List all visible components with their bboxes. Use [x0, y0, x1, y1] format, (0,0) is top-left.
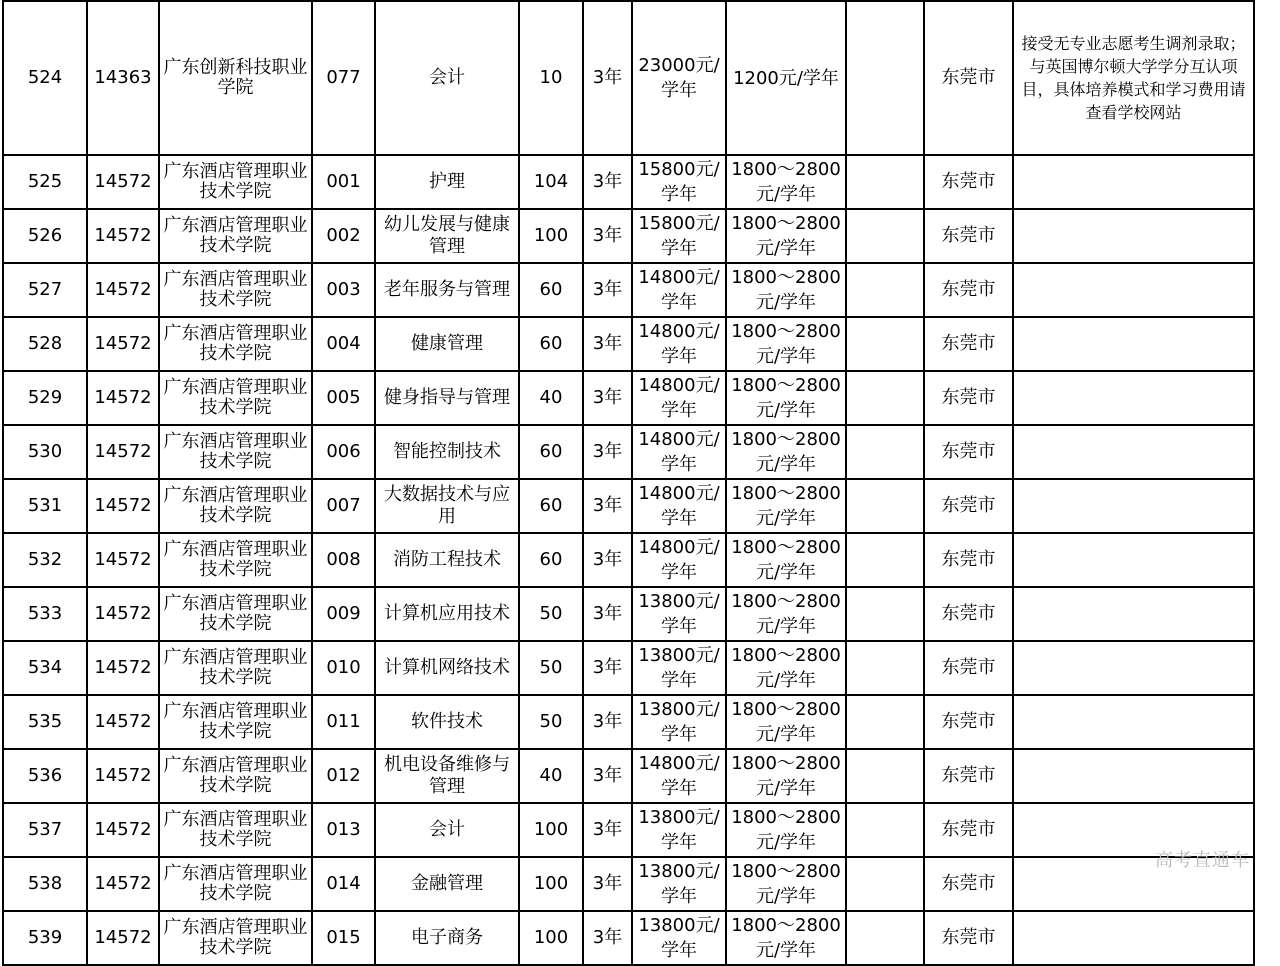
tuition-cell: 14800元/学年 — [632, 425, 726, 479]
tuition-cell: 14800元/学年 — [632, 371, 726, 425]
notes-cell — [1013, 317, 1254, 371]
notes-cell — [1013, 425, 1254, 479]
blank-cell — [846, 695, 924, 749]
blank-cell — [846, 425, 924, 479]
admissions-table — [2, 0, 1255, 966]
location-cell: 东莞市 — [924, 857, 1013, 911]
school-cell: 广东酒店管理职业技术学院 — [159, 911, 312, 965]
notes-cell — [1013, 155, 1254, 209]
duration-cell: 3年 — [583, 857, 632, 911]
blank-cell — [846, 479, 924, 533]
school-cell: 广东酒店管理职业技术学院 — [159, 641, 312, 695]
location-cell: 东莞市 — [924, 425, 1013, 479]
duration-cell: 3年 — [583, 209, 632, 263]
table-row — [3, 587, 1254, 641]
lodging-cell: 1800～2800元/学年 — [726, 911, 846, 965]
location-cell: 东莞市 — [924, 641, 1013, 695]
table-row — [3, 371, 1254, 425]
school-code-cell: 14572 — [87, 209, 159, 263]
school-code-cell: 14572 — [87, 749, 159, 803]
table-row — [3, 209, 1254, 263]
quota-cell: 10 — [519, 1, 583, 155]
blank-cell — [846, 911, 924, 965]
notes-cell: 接受无专业志愿考生调剂录取；与英国博尔顿大学学分互认项目，具体培养模式和学习费用请查看学校网站 — [1013, 1, 1254, 155]
tuition-cell: 14800元/学年 — [632, 479, 726, 533]
table-row — [3, 155, 1254, 209]
location-cell: 东莞市 — [924, 479, 1013, 533]
duration-cell: 3年 — [583, 1, 632, 155]
major-code-cell: 014 — [312, 857, 375, 911]
school-code-cell: 14572 — [87, 317, 159, 371]
quota-cell: 60 — [519, 533, 583, 587]
table-row — [3, 479, 1254, 533]
school-cell: 广东酒店管理职业技术学院 — [159, 155, 312, 209]
duration-cell: 3年 — [583, 641, 632, 695]
major-code-cell: 003 — [312, 263, 375, 317]
notes-cell — [1013, 587, 1254, 641]
quota-cell: 104 — [519, 155, 583, 209]
location-cell: 东莞市 — [924, 587, 1013, 641]
tuition-cell: 13800元/学年 — [632, 695, 726, 749]
major-cell: 消防工程技术 — [375, 533, 519, 587]
major-cell: 电子商务 — [375, 911, 519, 965]
quota-cell: 100 — [519, 857, 583, 911]
notes-cell — [1013, 263, 1254, 317]
seq-cell: 528 — [3, 317, 87, 371]
quota-cell: 100 — [519, 209, 583, 263]
duration-cell: 3年 — [583, 587, 632, 641]
table-body — [3, 1, 1254, 965]
school-cell: 广东酒店管理职业技术学院 — [159, 479, 312, 533]
quota-cell: 60 — [519, 263, 583, 317]
school-cell: 广东创新科技职业学院 — [159, 1, 312, 155]
seq-cell: 534 — [3, 641, 87, 695]
table-row — [3, 317, 1254, 371]
seq-cell: 533 — [3, 587, 87, 641]
notes-cell — [1013, 209, 1254, 263]
location-cell: 东莞市 — [924, 803, 1013, 857]
lodging-cell: 1800～2800元/学年 — [726, 317, 846, 371]
seq-cell: 539 — [3, 911, 87, 965]
blank-cell — [846, 587, 924, 641]
school-code-cell: 14572 — [87, 155, 159, 209]
school-code-cell: 14572 — [87, 695, 159, 749]
tuition-cell: 14800元/学年 — [632, 317, 726, 371]
school-cell: 广东酒店管理职业技术学院 — [159, 803, 312, 857]
major-cell: 会计 — [375, 1, 519, 155]
notes-cell — [1013, 479, 1254, 533]
table-row — [3, 695, 1254, 749]
duration-cell: 3年 — [583, 533, 632, 587]
seq-cell: 535 — [3, 695, 87, 749]
blank-cell — [846, 209, 924, 263]
lodging-cell: 1800～2800元/学年 — [726, 263, 846, 317]
duration-cell: 3年 — [583, 317, 632, 371]
blank-cell — [846, 155, 924, 209]
major-code-cell: 007 — [312, 479, 375, 533]
notes-cell — [1013, 371, 1254, 425]
seq-cell: 526 — [3, 209, 87, 263]
seq-cell: 524 — [3, 1, 87, 155]
seq-cell: 530 — [3, 425, 87, 479]
tuition-cell: 13800元/学年 — [632, 803, 726, 857]
location-cell: 东莞市 — [924, 533, 1013, 587]
school-code-cell: 14572 — [87, 803, 159, 857]
quota-cell: 100 — [519, 803, 583, 857]
major-code-cell: 077 — [312, 1, 375, 155]
school-cell: 广东酒店管理职业技术学院 — [159, 371, 312, 425]
lodging-cell: 1800～2800元/学年 — [726, 209, 846, 263]
school-cell: 广东酒店管理职业技术学院 — [159, 209, 312, 263]
tuition-cell: 13800元/学年 — [632, 911, 726, 965]
quota-cell: 60 — [519, 317, 583, 371]
location-cell: 东莞市 — [924, 371, 1013, 425]
lodging-cell: 1800～2800元/学年 — [726, 155, 846, 209]
notes-cell — [1013, 749, 1254, 803]
school-code-cell: 14572 — [87, 371, 159, 425]
school-cell: 广东酒店管理职业技术学院 — [159, 749, 312, 803]
lodging-cell: 1800～2800元/学年 — [726, 371, 846, 425]
duration-cell: 3年 — [583, 425, 632, 479]
tuition-cell: 14800元/学年 — [632, 533, 726, 587]
major-cell: 老年服务与管理 — [375, 263, 519, 317]
major-cell: 计算机网络技术 — [375, 641, 519, 695]
table-row — [3, 1, 1254, 155]
watermark-text: 高考直通车 — [1155, 850, 1250, 871]
major-cell: 会计 — [375, 803, 519, 857]
location-cell: 东莞市 — [924, 263, 1013, 317]
notes-cell — [1013, 911, 1254, 965]
duration-cell: 3年 — [583, 479, 632, 533]
blank-cell — [846, 533, 924, 587]
location-cell: 东莞市 — [924, 317, 1013, 371]
blank-cell — [846, 1, 924, 155]
notes-cell — [1013, 641, 1254, 695]
major-code-cell: 015 — [312, 911, 375, 965]
table-row — [3, 533, 1254, 587]
lodging-cell: 1800～2800元/学年 — [726, 533, 846, 587]
lodging-cell: 1800～2800元/学年 — [726, 479, 846, 533]
tuition-cell: 15800元/学年 — [632, 155, 726, 209]
blank-cell — [846, 263, 924, 317]
major-code-cell: 005 — [312, 371, 375, 425]
school-code-cell: 14572 — [87, 263, 159, 317]
school-cell: 广东酒店管理职业技术学院 — [159, 425, 312, 479]
quota-cell: 50 — [519, 587, 583, 641]
school-cell: 广东酒店管理职业技术学院 — [159, 317, 312, 371]
tuition-cell: 14800元/学年 — [632, 263, 726, 317]
school-code-cell: 14572 — [87, 857, 159, 911]
seq-cell: 536 — [3, 749, 87, 803]
duration-cell: 3年 — [583, 371, 632, 425]
tuition-cell: 23000元/学年 — [632, 1, 726, 155]
quota-cell: 100 — [519, 911, 583, 965]
notes-cell — [1013, 695, 1254, 749]
lodging-cell: 1800～2800元/学年 — [726, 641, 846, 695]
major-cell: 护理 — [375, 155, 519, 209]
school-cell: 广东酒店管理职业技术学院 — [159, 263, 312, 317]
major-cell: 机电设备维修与管理 — [375, 749, 519, 803]
lodging-cell: 1800～2800元/学年 — [726, 857, 846, 911]
school-cell: 广东酒店管理职业技术学院 — [159, 587, 312, 641]
school-code-cell: 14572 — [87, 641, 159, 695]
school-code-cell: 14572 — [87, 425, 159, 479]
major-code-cell: 011 — [312, 695, 375, 749]
major-code-cell: 013 — [312, 803, 375, 857]
seq-cell: 529 — [3, 371, 87, 425]
duration-cell: 3年 — [583, 803, 632, 857]
major-cell: 软件技术 — [375, 695, 519, 749]
major-code-cell: 004 — [312, 317, 375, 371]
tuition-cell: 13800元/学年 — [632, 587, 726, 641]
quota-cell: 60 — [519, 425, 583, 479]
table-row — [3, 803, 1254, 857]
duration-cell: 3年 — [583, 695, 632, 749]
location-cell: 东莞市 — [924, 1, 1013, 155]
blank-cell — [846, 857, 924, 911]
location-cell: 东莞市 — [924, 155, 1013, 209]
table-row — [3, 749, 1254, 803]
tuition-cell: 13800元/学年 — [632, 857, 726, 911]
school-code-cell: 14572 — [87, 911, 159, 965]
school-code-cell: 14572 — [87, 587, 159, 641]
major-code-cell: 009 — [312, 587, 375, 641]
major-cell: 大数据技术与应用 — [375, 479, 519, 533]
lodging-cell: 1800～2800元/学年 — [726, 749, 846, 803]
tuition-cell: 15800元/学年 — [632, 209, 726, 263]
quota-cell: 60 — [519, 479, 583, 533]
major-code-cell: 010 — [312, 641, 375, 695]
location-cell: 东莞市 — [924, 209, 1013, 263]
table-row — [3, 857, 1254, 911]
quota-cell: 50 — [519, 695, 583, 749]
school-code-cell: 14572 — [87, 533, 159, 587]
blank-cell — [846, 371, 924, 425]
lodging-cell: 1800～2800元/学年 — [726, 803, 846, 857]
location-cell: 东莞市 — [924, 911, 1013, 965]
seq-cell: 537 — [3, 803, 87, 857]
major-code-cell: 001 — [312, 155, 375, 209]
school-cell: 广东酒店管理职业技术学院 — [159, 857, 312, 911]
major-cell: 金融管理 — [375, 857, 519, 911]
blank-cell — [846, 749, 924, 803]
major-cell: 健身指导与管理 — [375, 371, 519, 425]
tuition-cell: 14800元/学年 — [632, 749, 726, 803]
blank-cell — [846, 317, 924, 371]
table-row — [3, 425, 1254, 479]
quota-cell: 40 — [519, 371, 583, 425]
table-row — [3, 911, 1254, 965]
major-code-cell: 012 — [312, 749, 375, 803]
duration-cell: 3年 — [583, 155, 632, 209]
quota-cell: 40 — [519, 749, 583, 803]
school-code-cell: 14572 — [87, 479, 159, 533]
duration-cell: 3年 — [583, 911, 632, 965]
lodging-cell: 1800～2800元/学年 — [726, 425, 846, 479]
table-row — [3, 641, 1254, 695]
blank-cell — [846, 641, 924, 695]
major-cell: 智能控制技术 — [375, 425, 519, 479]
location-cell: 东莞市 — [924, 695, 1013, 749]
lodging-cell: 1800～2800元/学年 — [726, 695, 846, 749]
school-cell: 广东酒店管理职业技术学院 — [159, 533, 312, 587]
tuition-cell: 13800元/学年 — [632, 641, 726, 695]
major-code-cell: 006 — [312, 425, 375, 479]
major-cell: 幼儿发展与健康管理 — [375, 209, 519, 263]
major-code-cell: 002 — [312, 209, 375, 263]
major-cell: 健康管理 — [375, 317, 519, 371]
lodging-cell: 1200元/学年 — [726, 1, 846, 155]
duration-cell: 3年 — [583, 263, 632, 317]
major-code-cell: 008 — [312, 533, 375, 587]
location-cell: 东莞市 — [924, 749, 1013, 803]
blank-cell — [846, 803, 924, 857]
seq-cell: 538 — [3, 857, 87, 911]
seq-cell: 525 — [3, 155, 87, 209]
table-row — [3, 263, 1254, 317]
notes-cell — [1013, 533, 1254, 587]
seq-cell: 531 — [3, 479, 87, 533]
school-cell: 广东酒店管理职业技术学院 — [159, 695, 312, 749]
school-code-cell: 14363 — [87, 1, 159, 155]
seq-cell: 527 — [3, 263, 87, 317]
duration-cell: 3年 — [583, 749, 632, 803]
quota-cell: 50 — [519, 641, 583, 695]
lodging-cell: 1800～2800元/学年 — [726, 587, 846, 641]
major-cell: 计算机应用技术 — [375, 587, 519, 641]
seq-cell: 532 — [3, 533, 87, 587]
